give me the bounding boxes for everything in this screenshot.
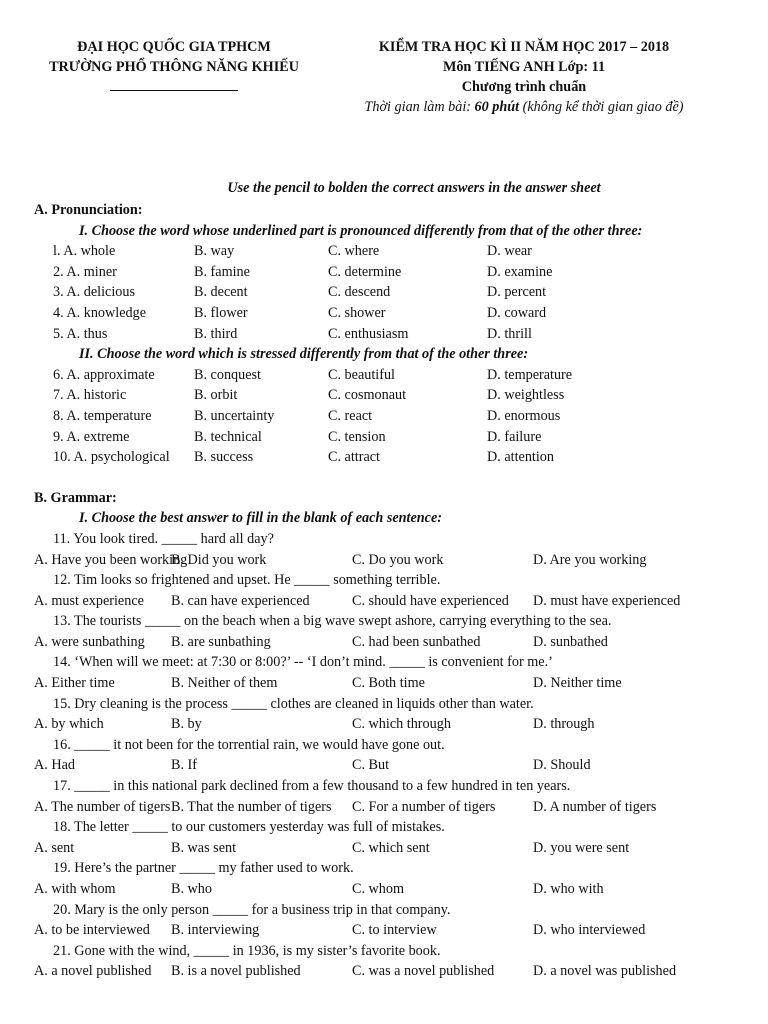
question-options	[34, 632, 734, 653]
answer-option-a[interactable]: 7. A. historic	[53, 387, 127, 404]
answer-option-a[interactable]: A. with whom	[34, 881, 116, 897]
answer-option-a[interactable]: 8. A. temperature	[53, 407, 152, 424]
school-header	[34, 37, 314, 91]
section-b-part1-title: I. Choose the best answer to fill in the blank of each sentence:	[79, 510, 442, 527]
question-options	[34, 365, 734, 386]
answer-option-d[interactable]: D. Are you working	[533, 551, 647, 568]
answer-option-d[interactable]: D. sunbathed	[533, 633, 608, 650]
question-stem: 16. _____ it not been for the torrential rain, we would have gone out.	[53, 736, 445, 753]
exam-title: KIỂM TRA HỌC KÌ II NĂM HỌC 2017 – 2018	[378, 39, 670, 55]
question-stem: 21. Gone with the wind, _____ in 1936, is my sister’s favorite book.	[53, 942, 441, 959]
question-options	[34, 920, 734, 941]
question-options	[34, 879, 734, 900]
answer-option-a[interactable]: A. must experience	[34, 592, 144, 609]
question-options	[34, 755, 734, 776]
question-stem: 14. ‘When will we meet: at 7:30 or 8:00?’ -- ‘I don’t mind. _____ is convenient for me.’	[53, 654, 553, 671]
answer-option-d[interactable]: D. wear	[487, 243, 532, 260]
answer-option-b[interactable]: B. who	[171, 881, 212, 897]
pronunciation-questions	[34, 241, 734, 344]
answer-option-d[interactable]: D. A number of tigers	[533, 798, 657, 815]
answer-option-a[interactable]: A. to be interviewed	[34, 922, 150, 939]
answer-option-d[interactable]: D. who interviewed	[533, 922, 646, 939]
exam-content	[34, 200, 734, 982]
question-options	[34, 282, 734, 303]
section-a-part2-title: II. Choose the word which is stressed differently from that of the other three:	[79, 346, 529, 363]
section-a-part1-title: I. Choose the word whose underlined part is pronounced differently from that of the other three:	[79, 222, 643, 239]
answer-option-d[interactable]: D. you were sent	[533, 839, 630, 856]
university-name: ĐẠI HỌC QUỐC GIA TPHCM	[77, 39, 271, 55]
question-options	[34, 324, 734, 345]
answer-option-d[interactable]: D. percent	[487, 284, 547, 301]
answer-option-c[interactable]: C. react	[328, 407, 373, 424]
answer-option-c[interactable]: C. For a number of tigers	[352, 798, 496, 815]
answer-option-d[interactable]: D. Should	[533, 757, 591, 774]
question-stem: 17. _____ in this national park declined from a few thousand to a few hundred in ten years.	[53, 778, 571, 795]
answer-option-c[interactable]: C. cosmonaut	[328, 387, 407, 404]
answer-option-c[interactable]: C. enthusiasm	[328, 325, 409, 342]
answer-option-b[interactable]: B. technical	[194, 428, 262, 445]
answer-option-c[interactable]: C. which through	[352, 716, 451, 733]
answer-option-d[interactable]: D. temperature	[487, 366, 573, 383]
answer-option-c[interactable]: C. tension	[328, 428, 386, 445]
answer-option-c[interactable]: C. descend	[328, 284, 391, 301]
answer-option-c[interactable]: C. was a novel published	[352, 963, 495, 980]
exam-duration	[314, 97, 734, 117]
section-a-title: A. Pronunciation:	[34, 202, 143, 218]
answer-option-b[interactable]: B. That the number of tigers	[171, 798, 332, 815]
section-b-title: B. Grammar:	[34, 489, 117, 506]
answer-option-b[interactable]: B. Did you work	[171, 551, 267, 568]
answer-option-d[interactable]: D. weightless	[487, 387, 565, 404]
answer-option-d[interactable]: D. thrill	[487, 325, 532, 342]
answer-option-b[interactable]: B. orbit	[194, 387, 238, 404]
answer-option-a[interactable]: l. A. whole	[53, 243, 116, 260]
answer-option-b[interactable]: B. famine	[194, 263, 250, 280]
answer-option-a[interactable]: A. sent	[34, 839, 75, 856]
answer-option-b[interactable]: B. are sunbathing	[171, 633, 271, 650]
answer-option-a[interactable]: 10. A. psychological	[53, 449, 170, 466]
answer-option-b[interactable]: B. third	[194, 325, 238, 342]
question-options	[34, 838, 734, 859]
question-options	[34, 427, 734, 448]
answer-option-c[interactable]: C. shower	[328, 304, 386, 321]
answer-option-c[interactable]: C. to interview	[352, 922, 437, 939]
answer-option-a[interactable]: 6. A. approximate	[53, 366, 155, 383]
answer-option-b[interactable]: B. interviewing	[171, 922, 260, 939]
answer-option-b[interactable]: B. If	[171, 757, 198, 774]
question-stem: 18. The letter _____ to our customers yesterday was full of mistakes.	[53, 819, 445, 836]
question-options	[34, 241, 734, 262]
question-options	[34, 406, 734, 427]
answer-option-b[interactable]: B. is a novel published	[171, 963, 301, 980]
answer-option-b[interactable]: B. was sent	[171, 839, 237, 856]
answer-option-d[interactable]: D. must have experienced	[533, 592, 681, 609]
answer-option-a[interactable]: 9. A. extreme	[53, 428, 130, 445]
answer-option-b[interactable]: B. success	[194, 449, 254, 466]
answer-option-c[interactable]: C. Both time	[352, 675, 425, 692]
answer-option-c[interactable]: C. had been sunbathed	[352, 633, 481, 650]
question-stem: 15. Dry cleaning is the process _____ clothes are cleaned in liquids other than water.	[53, 695, 534, 712]
exam-subject: Môn TIẾNG ANH Lớp: 11	[442, 59, 606, 75]
answer-option-c[interactable]: C. which sent	[352, 839, 430, 856]
answer-option-d[interactable]: D. Neither time	[533, 675, 622, 692]
question-options	[34, 797, 734, 818]
answer-option-d[interactable]: D. failure	[487, 428, 542, 445]
answer-option-a[interactable]: A. The number of tigers	[34, 798, 171, 815]
answer-option-c[interactable]: C. Do you work	[352, 551, 444, 568]
question-options	[34, 591, 734, 612]
answer-option-a[interactable]: 5. A. thus	[53, 325, 108, 342]
question-stem: 20. Mary is the only person _____ for a business trip in that company.	[53, 901, 451, 918]
question-options	[34, 714, 734, 735]
answer-option-d[interactable]: D. enormous	[487, 407, 561, 424]
answer-option-b[interactable]: B. Neither of them	[171, 675, 278, 692]
answer-option-a[interactable]: A. a novel published	[34, 963, 152, 980]
answer-option-d[interactable]: D. who with	[533, 881, 604, 897]
answer-option-d[interactable]: D. a novel was published	[533, 963, 677, 980]
answer-option-d[interactable]: D. through	[533, 716, 595, 733]
answer-option-c[interactable]: C. determine	[328, 263, 402, 280]
answer-option-c[interactable]: C. But	[352, 757, 390, 774]
section-gap	[34, 468, 734, 488]
answer-option-b[interactable]: B. by	[171, 716, 202, 733]
grammar-questions	[34, 529, 734, 982]
header-divider	[110, 90, 238, 91]
question-stem: 13. The tourists _____ on the beach when a big wave swept ashore, carrying everything to the sea.	[53, 613, 612, 630]
answer-option-a[interactable]: 2. A. miner	[53, 263, 117, 280]
answer-option-d[interactable]: D. examine	[487, 263, 553, 280]
exam-program: Chương trình chuẩn	[461, 79, 587, 95]
answer-option-b[interactable]: B. way	[194, 243, 235, 260]
answer-option-a[interactable]: A. were sunbathing	[34, 633, 145, 650]
answer-option-a[interactable]: A. by which	[34, 716, 104, 733]
answer-option-a[interactable]: A. Have you been working	[34, 551, 188, 568]
question-options	[34, 673, 734, 694]
answer-option-b[interactable]: B. decent	[194, 284, 248, 301]
answer-option-a[interactable]: 4. A. knowledge	[53, 304, 146, 321]
answer-option-c[interactable]: C. should have experienced	[352, 592, 509, 609]
question-options	[34, 550, 734, 571]
question-options	[34, 262, 734, 283]
answer-option-b[interactable]: B. can have experienced	[171, 592, 310, 609]
answer-option-b[interactable]: B. flower	[194, 304, 248, 321]
answer-option-d[interactable]: D. coward	[487, 304, 547, 321]
general-instruction: Use the pencil to bolden the correct answers in the answer sheet	[227, 180, 601, 196]
question-options	[34, 385, 734, 406]
exam-header	[314, 37, 734, 117]
school-name: TRƯỜNG PHỔ THÔNG NĂNG KHIẾU	[49, 59, 299, 75]
answer-option-a[interactable]: A. Either time	[34, 675, 115, 692]
question-stem: 12. Tim looks so frightened and upset. He _____ something terrible.	[53, 572, 441, 589]
answer-option-c[interactable]: C. where	[328, 243, 380, 260]
answer-option-a[interactable]: A. Had	[34, 757, 75, 774]
duration-label: Thời gian làm bài:	[364, 99, 475, 115]
answer-option-a[interactable]: 3. A. delicious	[53, 284, 135, 301]
question-stem: 19. Here’s the partner _____ my father used to work.	[53, 860, 354, 877]
answer-option-b[interactable]: B. conquest	[194, 366, 261, 383]
question-options	[34, 447, 734, 468]
duration-value: 60 phút	[474, 99, 520, 115]
duration-note: (không kể thời gian giao đề)	[519, 99, 684, 115]
stress-questions	[34, 365, 734, 468]
answer-option-c[interactable]: C. beautiful	[328, 366, 395, 383]
question-options	[34, 961, 734, 982]
answer-option-d[interactable]: D. attention	[487, 449, 554, 466]
answer-option-c[interactable]: C. attract	[328, 449, 380, 466]
question-options	[34, 303, 734, 324]
answer-option-b[interactable]: B. uncertainty	[194, 407, 275, 424]
question-stem: 11. You look tired. _____ hard all day?	[53, 530, 274, 547]
answer-option-c[interactable]: C. whom	[352, 881, 405, 897]
